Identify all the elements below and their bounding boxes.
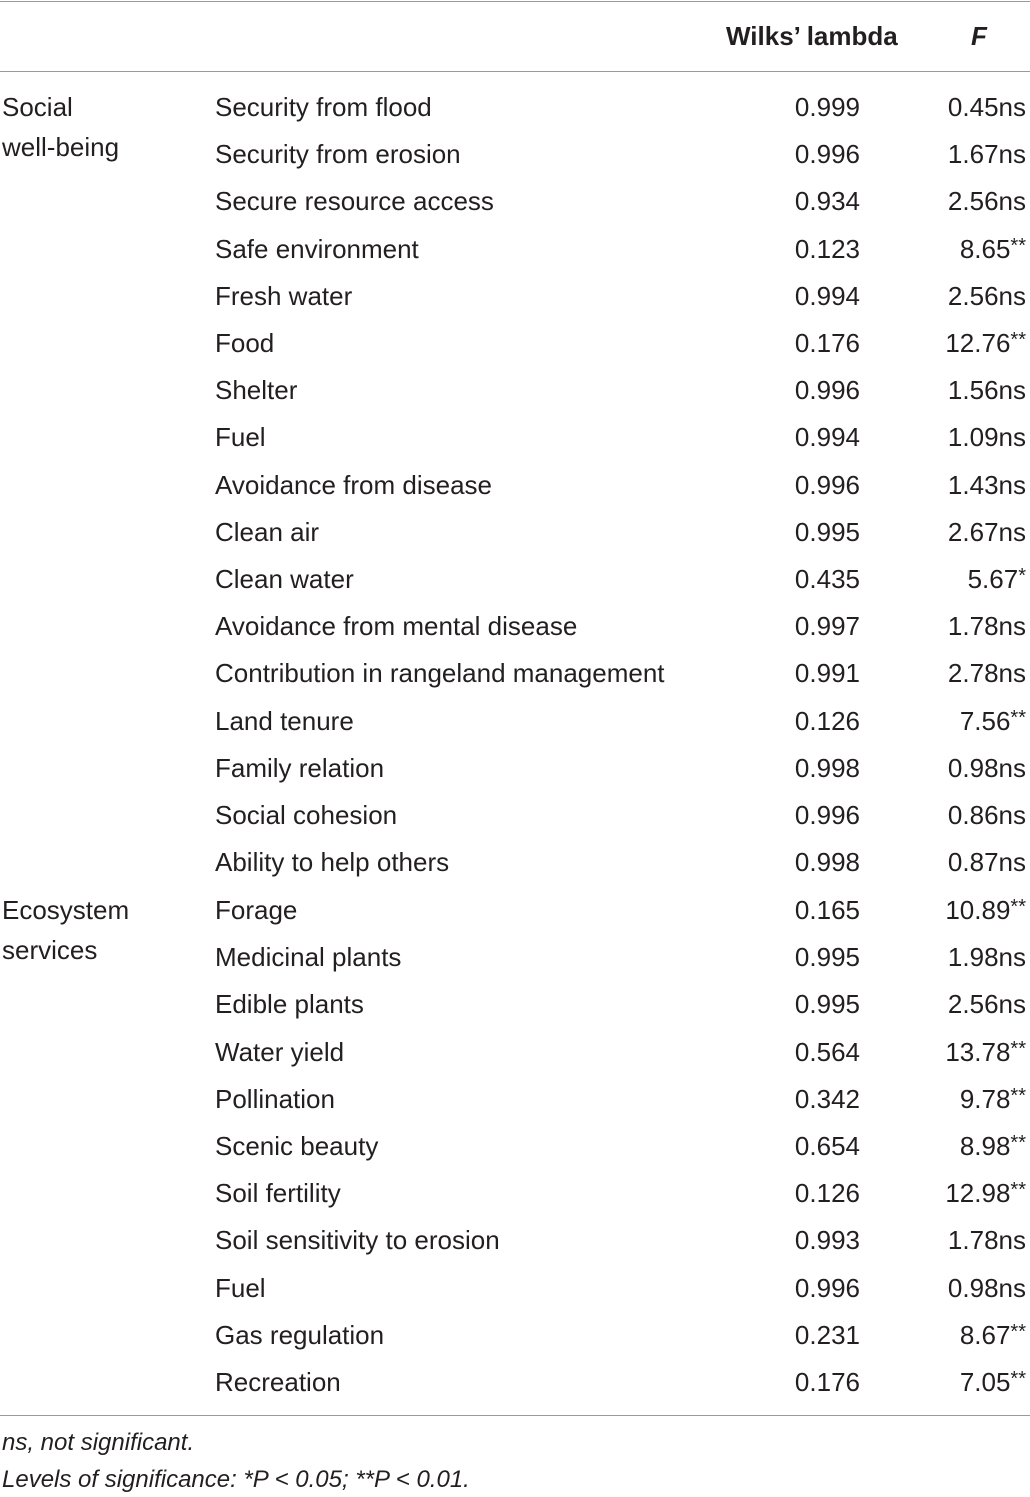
f-number: 1.78	[947, 611, 999, 642]
group-label-line: well-being	[2, 132, 120, 162]
row-f-value	[960, 1364, 1026, 1403]
row-f-value	[948, 89, 1026, 125]
row-item-label: Fuel	[215, 422, 266, 453]
significance-mark: ns	[998, 942, 1026, 973]
footnote-significance: Levels of significance: *P < 0.05; **P < 0.01.	[2, 1466, 470, 1493]
row-item-label: Clean air	[215, 516, 320, 547]
row-item-label: Gas regulation	[215, 1319, 385, 1350]
table-row	[0, 183, 1030, 230]
table-row	[0, 750, 1030, 797]
table-row	[0, 939, 1030, 986]
group-label-line: Ecosystem	[2, 895, 130, 925]
table-row	[0, 1128, 1030, 1175]
row-wilks-lambda: 0.995	[794, 942, 860, 973]
row-wilks-lambda: 0.564	[794, 1036, 860, 1067]
row-wilks-lambda: 0.996	[794, 139, 860, 170]
row-wilks-lambda: 0.994	[794, 422, 860, 453]
row-f-value	[945, 325, 1026, 364]
row-f-value	[948, 419, 1026, 455]
table-row	[0, 892, 1030, 939]
significance-mark: **	[1010, 1132, 1026, 1154]
row-item-label: Edible plants	[215, 989, 364, 1020]
row-wilks-lambda: 0.342	[794, 1083, 860, 1114]
table-row	[0, 1364, 1030, 1411]
row-f-value	[948, 750, 1026, 786]
significance-mark: ns	[998, 1272, 1026, 1303]
significance-mark: **	[1010, 1037, 1026, 1060]
row-wilks-lambda: 0.435	[794, 564, 860, 594]
row-f-value	[948, 1270, 1026, 1306]
significance-mark: *	[1018, 565, 1026, 587]
row-f-value	[960, 703, 1026, 742]
row-item-label: Food	[215, 328, 275, 358]
f-number: 0.86	[947, 800, 999, 830]
f-number: 2.56	[947, 186, 999, 217]
row-wilks-lambda: 0.999	[794, 92, 860, 122]
table-top-rule	[0, 1, 1030, 2]
row-f-value	[948, 655, 1026, 691]
significance-mark: **	[1010, 896, 1026, 918]
f-number: 12.76	[945, 328, 1011, 358]
significance-mark: ns	[998, 800, 1026, 830]
significance-mark: ns	[998, 186, 1026, 217]
row-item-label: Water yield	[215, 1036, 345, 1067]
f-number: 2.56	[947, 989, 999, 1020]
row-wilks-lambda: 0.998	[794, 752, 860, 783]
row-f-value	[948, 278, 1026, 314]
f-number: 1.43	[947, 469, 999, 500]
row-wilks-lambda: 0.654	[794, 1131, 860, 1161]
f-number: 13.78	[945, 1036, 1011, 1067]
row-item-label: Ability to help others	[215, 847, 450, 878]
row-item-label: Recreation	[215, 1367, 341, 1397]
row-wilks-lambda: 0.126	[794, 705, 860, 736]
row-wilks-lambda: 0.996	[794, 375, 860, 406]
row-item-label: Avoidance from disease	[215, 469, 493, 500]
row-wilks-lambda: 0.176	[794, 328, 860, 358]
group-label-line: services	[2, 935, 98, 965]
table-row	[0, 514, 1030, 561]
table-header-rule	[0, 71, 1030, 72]
table-row	[0, 278, 1030, 325]
row-f-value	[960, 1081, 1026, 1120]
row-wilks-lambda: 0.231	[794, 1319, 860, 1350]
f-number: 12.98	[945, 1178, 1011, 1209]
table-row	[0, 136, 1030, 183]
table-row	[0, 655, 1030, 702]
significance-mark: ns	[998, 516, 1026, 547]
row-wilks-lambda: 0.996	[794, 1272, 860, 1303]
row-item-label: Shelter	[215, 375, 298, 406]
row-wilks-lambda: 0.997	[794, 611, 860, 642]
significance-mark: **	[1010, 706, 1026, 729]
significance-mark: **	[1010, 1179, 1026, 1202]
row-f-value	[948, 939, 1026, 975]
row-f-value	[945, 1175, 1026, 1214]
f-number: 8.67	[959, 1319, 1011, 1350]
f-number: 1.09	[947, 422, 999, 453]
row-f-value	[948, 514, 1026, 550]
f-number: 2.56	[947, 280, 999, 311]
f-number: 0.98	[947, 1272, 999, 1303]
row-item-label: Forage	[215, 895, 298, 925]
row-item-label: Security from erosion	[215, 139, 461, 170]
significance-mark: ns	[998, 658, 1026, 689]
row-item-label: Medicinal plants	[215, 942, 402, 973]
f-number: 8.65	[959, 233, 1011, 264]
row-wilks-lambda: 0.165	[794, 895, 860, 925]
row-item-label: Social cohesion	[215, 800, 398, 830]
table-row	[0, 561, 1030, 608]
significance-mark: **	[1010, 1320, 1026, 1343]
significance-mark: ns	[998, 989, 1026, 1020]
row-f-value	[960, 1317, 1026, 1356]
row-item-label: Fuel	[215, 1272, 266, 1303]
row-wilks-lambda: 0.995	[794, 516, 860, 547]
significance-mark: **	[1010, 329, 1026, 351]
f-number: 8.98	[959, 1131, 1011, 1161]
table-row	[0, 1081, 1030, 1128]
table-row	[0, 1175, 1030, 1222]
significance-mark: ns	[998, 92, 1026, 122]
row-wilks-lambda: 0.996	[794, 469, 860, 500]
row-item-label: Pollination	[215, 1083, 335, 1114]
row-item-label: Clean water	[215, 564, 354, 594]
f-number: 0.45	[947, 92, 999, 122]
row-wilks-lambda: 0.996	[794, 800, 860, 830]
table-row	[0, 1034, 1030, 1081]
f-number: 7.56	[959, 705, 1011, 736]
table-row	[0, 419, 1030, 466]
f-number: 1.67	[947, 139, 999, 170]
f-number: 0.87	[947, 847, 999, 878]
row-f-value	[960, 1128, 1026, 1167]
f-number: 0.98	[947, 752, 999, 783]
row-f-value	[948, 608, 1026, 644]
row-item-label: Fresh water	[215, 280, 353, 311]
table-row	[0, 467, 1030, 514]
table-row	[0, 703, 1030, 750]
row-item-label: Security from flood	[215, 92, 432, 122]
significance-mark: ns	[998, 752, 1026, 783]
table-bottom-rule	[0, 1415, 1030, 1416]
significance-mark: ns	[998, 847, 1026, 878]
table-row	[0, 1270, 1030, 1317]
significance-mark: **	[1010, 234, 1026, 257]
f-number: 5.67	[967, 564, 1019, 594]
header-f: F	[971, 21, 987, 51]
table-row	[0, 231, 1030, 278]
table-row	[0, 372, 1030, 419]
row-f-value	[948, 183, 1026, 219]
table-row	[0, 608, 1030, 655]
f-number: 10.89	[945, 895, 1011, 925]
table-row	[0, 325, 1030, 372]
table-row	[0, 986, 1030, 1033]
row-wilks-lambda: 0.176	[794, 1367, 860, 1397]
row-item-label: Scenic beauty	[215, 1131, 379, 1161]
f-number: 1.98	[947, 942, 999, 973]
f-number: 2.67	[947, 516, 999, 547]
row-f-value	[948, 797, 1026, 833]
row-item-label: Avoidance from mental disease	[215, 611, 578, 642]
row-wilks-lambda: 0.991	[794, 658, 860, 689]
row-item-label: Contribution in rangeland management	[215, 658, 665, 689]
f-number: 2.78	[947, 658, 999, 689]
row-item-label: Soil fertility	[215, 1178, 341, 1209]
footnote-ns: ns, not significant.	[2, 1429, 195, 1456]
significance-mark: **	[1010, 1368, 1026, 1390]
row-f-value	[945, 1034, 1026, 1073]
row-wilks-lambda: 0.993	[794, 1225, 860, 1256]
row-f-value	[948, 136, 1026, 172]
row-item-label: Safe environment	[215, 233, 419, 264]
row-wilks-lambda: 0.123	[794, 233, 860, 264]
significance-mark: ns	[998, 611, 1026, 642]
significance-mark: **	[1010, 1084, 1026, 1107]
row-wilks-lambda: 0.998	[794, 847, 860, 878]
significance-mark: ns	[998, 422, 1026, 453]
table-row	[0, 1317, 1030, 1364]
row-item-label: Land tenure	[215, 705, 354, 736]
significance-mark: ns	[998, 375, 1026, 406]
table-row	[0, 89, 1030, 136]
significance-mark: ns	[998, 280, 1026, 311]
table-row	[0, 1222, 1030, 1269]
f-number: 7.05	[959, 1367, 1011, 1397]
row-f-value	[948, 844, 1026, 880]
header-wilks-lambda: Wilks’ lambda	[726, 21, 898, 51]
row-f-value	[945, 892, 1026, 931]
significance-mark: ns	[998, 1225, 1026, 1256]
row-f-value	[948, 1222, 1026, 1258]
row-f-value	[948, 467, 1026, 503]
row-wilks-lambda: 0.995	[794, 989, 860, 1020]
row-item-label: Soil sensitivity to erosion	[215, 1225, 500, 1256]
significance-mark: ns	[998, 139, 1026, 170]
row-f-value	[948, 372, 1026, 408]
table-row	[0, 797, 1030, 844]
row-f-value	[960, 231, 1026, 270]
table-row	[0, 844, 1030, 891]
group-label-line: Social	[2, 92, 73, 122]
row-item-label: Family relation	[215, 752, 385, 783]
f-number: 1.78	[947, 1225, 999, 1256]
row-f-value	[948, 986, 1026, 1022]
significance-mark: ns	[998, 469, 1026, 500]
row-item-label: Secure resource access	[215, 186, 494, 217]
f-number: 1.56	[947, 375, 999, 406]
row-wilks-lambda: 0.126	[794, 1178, 860, 1209]
row-f-value	[968, 561, 1026, 600]
row-wilks-lambda: 0.934	[794, 186, 860, 217]
row-wilks-lambda: 0.994	[794, 280, 860, 311]
f-number: 9.78	[959, 1083, 1011, 1114]
